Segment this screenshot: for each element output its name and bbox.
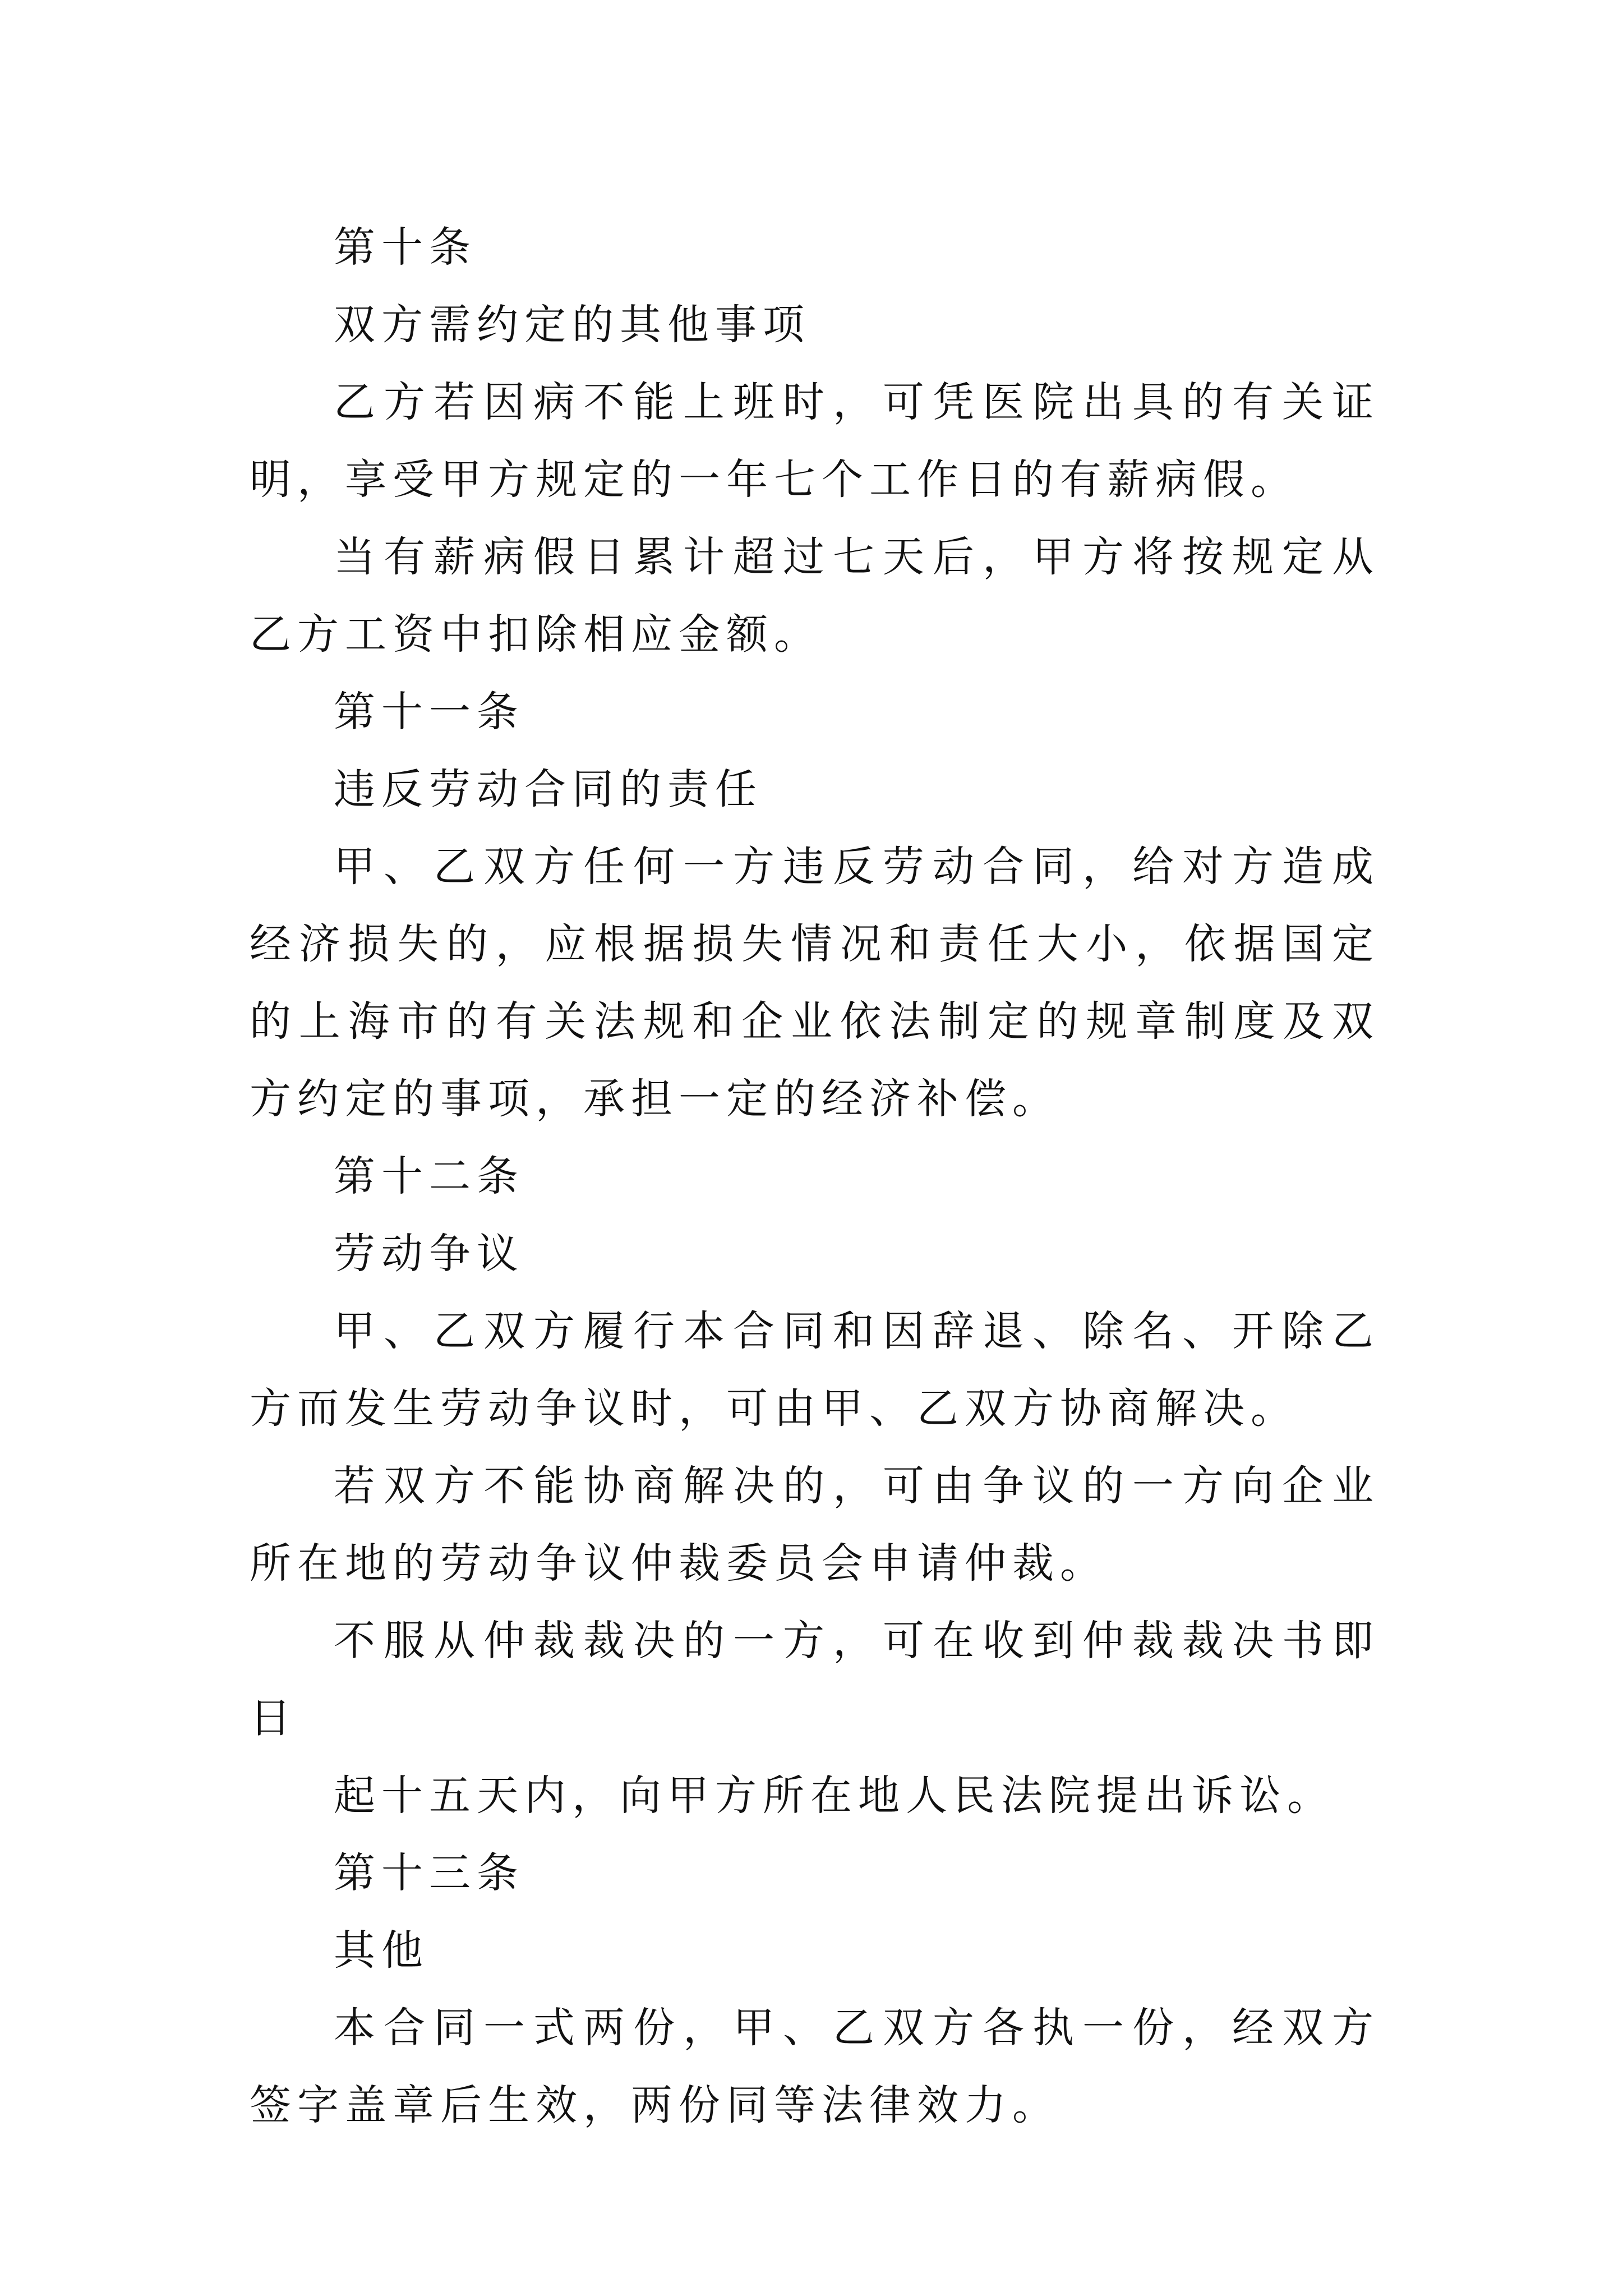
- article-10-heading: 第十条: [334, 223, 477, 272]
- article-10-title: 双方需约定的其他事项: [334, 301, 810, 349]
- article-12-heading: 第十二条: [334, 1152, 524, 1200]
- document-page: [250, 209, 1380, 2144]
- litigation-paragraph-line-2: 起十五天内，向甲方所在地人民法院提出诉讼。: [334, 1772, 1335, 1820]
- sick-leave-paragraph: 乙方若因病不能上班时，可凭医院出具的有关证明，享受甲方规定的一年七个工作日的有薪病假。: [250, 378, 1380, 504]
- arbitration-paragraph: 若双方不能协商解决的，可由争议的一方向企业所在地的劳动争议仲裁委员会申请仲裁。: [250, 1462, 1380, 1588]
- article-13-title: 其他: [334, 1926, 429, 1975]
- dispute-negotiation-paragraph: 甲、乙双方履行本合同和因辞退、除名、开除乙方而发生劳动争议时，可由甲、乙双方协商解决。: [250, 1307, 1380, 1433]
- sick-leave-deduction-paragraph: 当有薪病假日累计超过七天后，甲方将按规定从乙方工资中扣除相应金额。: [250, 533, 1380, 659]
- breach-liability-paragraph: 甲、乙双方任何一方违反劳动合同，给对方造成经济损失的，应根据损失情况和责任大小，依据国定的上海市的有关法规和企业依法制定的规章制度及双方约定的事项，承担一定的经济补偿。: [250, 843, 1380, 1123]
- article-13-heading: 第十三条: [334, 1849, 524, 1897]
- litigation-paragraph-line-1: 不服从仲裁裁决的一方，可在收到仲裁裁决书即日: [250, 1617, 1380, 1742]
- article-12-title: 劳动争议: [334, 1230, 524, 1278]
- copies-effect-paragraph: 本合同一式两份，甲、乙双方各执一份，经双方签字盖章后生效，两份同等法律效力。: [250, 2004, 1380, 2129]
- article-11-heading: 第十一条: [334, 688, 524, 736]
- article-11-title: 违反劳动合同的责任: [334, 765, 763, 813]
